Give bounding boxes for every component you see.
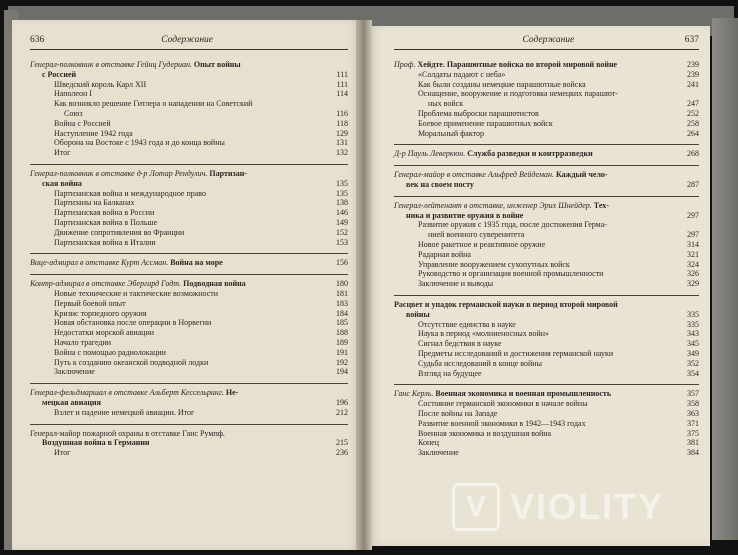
toc-page-number: 326 xyxy=(687,269,699,279)
toc-subentry xyxy=(394,369,699,379)
toc-entry-title: Новое ракетное и реактивное оружие xyxy=(418,239,546,249)
toc-section-divider xyxy=(394,295,699,296)
toc-page-number: 381 xyxy=(687,438,699,448)
toc-page-number: 335 xyxy=(687,319,699,329)
toc-section-divider xyxy=(30,424,348,425)
toc-entry-title: Начало трагедии xyxy=(54,337,112,347)
violity-watermark-text: VIOLITY xyxy=(510,486,665,527)
violity-watermark xyxy=(452,483,664,531)
toc-entry-title: Предметы исследований и достижения германской науки xyxy=(418,348,614,358)
toc-subentry xyxy=(394,89,699,99)
toc-entry-title: Как были созданы немецкие парашютные войска xyxy=(418,79,586,89)
toc-entry-title: Расцвет и упадок германской науки в период второй мировой xyxy=(394,299,618,309)
toc-entry-title: Партизаны на Балканах xyxy=(54,198,135,208)
toc-page-number: 192 xyxy=(336,357,348,367)
toc-subentry xyxy=(394,359,699,369)
toc-entry-title: Новая обстановка после операции в Норвегии xyxy=(54,318,212,328)
toc-chapter-entry xyxy=(30,60,348,70)
toc-subentry xyxy=(394,409,699,419)
toc-entry-title: Оснащение, вооружение и подготовка немецких парашют- xyxy=(418,89,618,99)
toc-page-number: 343 xyxy=(687,329,699,339)
left-toc-column xyxy=(30,60,348,461)
toc-section xyxy=(30,429,348,461)
toc-entry-title: Итог xyxy=(54,448,71,458)
toc-page-number: 239 xyxy=(687,60,699,69)
left-page-header xyxy=(30,33,348,47)
toc-subentry xyxy=(30,148,348,158)
toc-page-number: 146 xyxy=(336,208,348,218)
toc-entry-title: Партизанская война в Италии xyxy=(54,237,156,247)
toc-entry-title: Контр-адмирал в отставке Эбергард Годт. Подводная война xyxy=(30,279,246,289)
toc-subentry xyxy=(30,109,348,119)
toc-section-divider xyxy=(30,274,348,275)
toc-entry-title: войны xyxy=(406,309,430,319)
toc-chapter-entry xyxy=(394,149,699,159)
toc-page-number: 264 xyxy=(687,128,699,138)
toc-page-number: 239 xyxy=(687,69,699,79)
toc-subentry xyxy=(30,358,348,368)
toc-page-number: 135 xyxy=(336,178,348,188)
toc-entry-title: Генерал-майор пожарной охраны в отставке Ганс Румпф. xyxy=(30,428,225,438)
toc-page-number: 180 xyxy=(336,279,348,289)
toc-entry-title: Наука в период «молниеносных войн» xyxy=(418,329,550,339)
toc-entry-title: Недостатки морской авиации xyxy=(54,328,155,338)
toc-page-number: 189 xyxy=(336,337,348,347)
toc-entry-title: Союз xyxy=(64,108,83,118)
toc-subentry xyxy=(394,250,699,260)
toc-entry-title: Управление вооружением сухопутных войск xyxy=(418,259,570,269)
toc-entry-title: После войны на Западе xyxy=(418,408,498,418)
toc-section-divider xyxy=(30,164,348,165)
toc-page-number: 375 xyxy=(687,428,699,438)
toc-section-divider xyxy=(394,144,699,145)
toc-entry-title: Сигнал бедствия в науке xyxy=(418,339,502,349)
toc-page-number: 252 xyxy=(687,108,699,118)
toc-entry-title: Шведский король Карл XII xyxy=(54,79,147,89)
toc-subentry xyxy=(394,438,699,448)
toc-page-number: 188 xyxy=(336,328,348,338)
toc-subentry xyxy=(394,260,699,270)
toc-entry-title: Генерал-фельдмаршал в отставке Альберт Кессельринг. Не- xyxy=(30,388,239,398)
toc-subentry xyxy=(30,348,348,358)
toc-page-number: 152 xyxy=(336,227,348,237)
toc-chapter-entry xyxy=(394,60,699,70)
toc-page-number: 324 xyxy=(687,259,699,269)
toc-page-number: 116 xyxy=(336,108,348,118)
toc-entry-title: Кризис торпедного оружия xyxy=(54,308,147,318)
toc-page-number: 135 xyxy=(336,188,348,198)
toc-section-divider xyxy=(394,196,699,197)
toc-chapter-entry xyxy=(30,398,348,408)
toc-subentry xyxy=(394,109,699,119)
toc-subentry xyxy=(30,89,348,99)
toc-subentry xyxy=(394,329,699,339)
toc-entry-title: Д-р Пауль Леверкюн. Служба разведки и контрразведки xyxy=(394,149,593,159)
toc-entry-title: Моральный фактор xyxy=(418,128,485,138)
right-toc-column xyxy=(394,60,699,461)
toc-subentry xyxy=(394,349,699,359)
toc-subentry xyxy=(394,99,699,109)
toc-page-number: 129 xyxy=(336,128,348,138)
toc-chapter-entry xyxy=(30,258,348,268)
toc-entry-title: Проф. Хейдте. Парашютные войска во второй мировой войне xyxy=(394,60,618,69)
toc-section-divider xyxy=(30,383,348,384)
toc-section xyxy=(30,169,348,250)
toc-subentry xyxy=(30,80,348,90)
toc-section xyxy=(394,170,699,193)
toc-section xyxy=(394,389,699,461)
toc-entry-title: Взлет и падение немецкой авиации. Итог xyxy=(54,407,195,417)
toc-chapter-entry xyxy=(30,169,348,179)
toc-entry-title: Заключение и выводы xyxy=(418,279,494,289)
toc-entry-title: Взгляд на будущее xyxy=(418,368,482,378)
toc-section xyxy=(394,149,699,162)
toc-page-number: 384 xyxy=(687,448,699,458)
toc-page-number: 153 xyxy=(336,237,348,247)
toc-page-number: 268 xyxy=(687,149,699,159)
toc-chapter-entry xyxy=(394,310,699,320)
toc-entry-title: Итог xyxy=(54,148,71,158)
toc-subentry xyxy=(30,119,348,129)
toc-subentry xyxy=(30,198,348,208)
toc-page-number: 352 xyxy=(687,358,699,368)
toc-subentry xyxy=(394,279,699,289)
toc-subentry xyxy=(30,318,348,328)
toc-section xyxy=(30,388,348,420)
toc-entry-title: Судьба исследований в конце войны xyxy=(418,358,542,368)
toc-page-number: 354 xyxy=(687,368,699,378)
toc-page-number: 196 xyxy=(336,397,348,407)
toc-page-number: 363 xyxy=(687,408,699,418)
left-header-rule xyxy=(30,49,348,50)
toc-entry-title: ская война xyxy=(42,178,82,188)
toc-chapter-entry xyxy=(394,389,699,399)
toc-page-number: 194 xyxy=(336,367,348,377)
toc-subentry xyxy=(394,269,699,279)
toc-page-number: 236 xyxy=(336,448,348,458)
toc-page-number: 258 xyxy=(687,118,699,128)
toc-entry-title: Воздушная война в Германии xyxy=(42,438,150,448)
toc-entry-title: Первый боевой опыт xyxy=(54,298,126,308)
book-gutter xyxy=(356,20,372,550)
toc-subentry xyxy=(30,138,348,148)
toc-page-number: 357 xyxy=(687,389,699,399)
toc-entry-title: Наполеон I xyxy=(54,89,92,99)
toc-subentry xyxy=(30,228,348,238)
toc-page-number: 118 xyxy=(336,118,348,128)
toc-section xyxy=(30,258,348,271)
toc-page-number: 247 xyxy=(687,99,699,109)
toc-page-number: 321 xyxy=(687,249,699,259)
toc-entry-title: ных войск xyxy=(428,99,464,109)
toc-entry-title: Развитие военной экономики в 1942—1943 годах xyxy=(418,418,586,428)
toc-entry-title: с Россией xyxy=(42,69,77,79)
toc-entry-title: Война с помощью радиолокации xyxy=(54,347,166,357)
toc-chapter-entry xyxy=(30,438,348,448)
toc-entry-title: Партизанская война в Польше xyxy=(54,217,158,227)
toc-subentry xyxy=(30,99,348,109)
toc-entry-title: Заключение xyxy=(54,367,95,377)
toc-subentry xyxy=(394,419,699,429)
toc-section xyxy=(394,60,699,141)
toc-subentry xyxy=(394,119,699,129)
toc-subentry xyxy=(394,70,699,80)
toc-entry-title: Наступление 1942 года xyxy=(54,128,133,138)
right-header-title: Содержание xyxy=(522,35,575,45)
toc-page-number: 185 xyxy=(336,318,348,328)
toc-subentry xyxy=(394,129,699,139)
toc-subentry xyxy=(30,328,348,338)
toc-entry-title: Генерал-майор в отставке Альфред Вейдеман. Каждый чело- xyxy=(394,170,608,180)
toc-page-number: 287 xyxy=(687,179,699,189)
toc-page-number: 371 xyxy=(687,418,699,428)
toc-entry-title: Развитие оружия с 1935 года, после достижения Герма- xyxy=(418,220,607,230)
right-page-header xyxy=(394,33,699,47)
toc-entry-title: нией военного суверенитета xyxy=(428,230,525,240)
toc-subentry xyxy=(30,299,348,309)
toc-entry-title: Генерал-полковник в отставке Гейнц Гудериан. Опыт войны xyxy=(30,60,241,69)
toc-subentry xyxy=(30,338,348,348)
toc-entry-title: Проблема выброски парашютистов xyxy=(418,108,539,118)
toc-entry-title: Ганс Керль. Военная экономика и военная промышленность xyxy=(394,389,612,399)
toc-section-divider xyxy=(394,165,699,166)
toc-subentry xyxy=(30,189,348,199)
toc-page-number: 149 xyxy=(336,217,348,227)
toc-page-number: 358 xyxy=(687,399,699,409)
toc-subentry xyxy=(394,320,699,330)
toc-subentry xyxy=(30,408,348,418)
toc-subentry xyxy=(394,220,699,230)
toc-subentry xyxy=(30,218,348,228)
toc-entry-title: Генерал-лейтенант в отставке, инженер Эрих Шнейдер. Тех- xyxy=(394,200,609,210)
toc-chapter-entry xyxy=(394,201,699,211)
toc-page-number: 184 xyxy=(336,308,348,318)
toc-page-number: 191 xyxy=(336,347,348,357)
toc-page-number: 297 xyxy=(687,210,699,220)
toc-chapter-entry xyxy=(30,179,348,189)
toc-chapter-entry xyxy=(30,70,348,80)
toc-entry-title: Заключение xyxy=(418,448,459,458)
toc-subentry xyxy=(30,289,348,299)
toc-page-number: 111 xyxy=(336,79,348,89)
toc-chapter-entry xyxy=(30,388,348,398)
toc-page-number: 349 xyxy=(687,348,699,358)
toc-section xyxy=(30,60,348,161)
toc-subentry xyxy=(30,129,348,139)
toc-page-number: 114 xyxy=(336,89,348,99)
toc-page-number: 138 xyxy=(336,198,348,208)
toc-entry-title: Оборона на Востоке с 1943 года и до конца войны xyxy=(54,138,225,148)
toc-entry-title: «Солдаты падают с неба» xyxy=(418,69,506,79)
toc-subentry xyxy=(394,339,699,349)
right-header-rule xyxy=(394,49,699,50)
toc-entry-title: Как возникло решение Гитлера о нападении на Советский xyxy=(54,99,253,109)
toc-page-number: 212 xyxy=(336,407,348,417)
toc-page-number: 297 xyxy=(687,230,699,240)
toc-entry-title: Радарная война xyxy=(418,249,471,259)
left-page-number: 636 xyxy=(30,35,45,45)
toc-page-number: 181 xyxy=(336,288,348,298)
toc-subentry xyxy=(394,448,699,458)
toc-section-divider xyxy=(394,384,699,385)
toc-entry-title: Состояние германской экономики в начале войны xyxy=(418,399,588,409)
toc-chapter-entry xyxy=(394,170,699,180)
toc-page-number: 215 xyxy=(336,438,348,448)
toc-entry-title: Руководство и организация военной промышленности xyxy=(418,269,604,279)
toc-section-divider xyxy=(30,253,348,254)
toc-subentry xyxy=(30,238,348,248)
toc-section xyxy=(30,279,348,380)
toc-page-number: 329 xyxy=(687,279,699,289)
toc-entry-title: Партизанская война в России xyxy=(54,208,155,218)
toc-subentry xyxy=(30,208,348,218)
toc-subentry xyxy=(30,309,348,319)
toc-chapter-entry xyxy=(394,180,699,190)
toc-entry-title: Боевое применение парашютных войск xyxy=(418,118,553,128)
toc-entry-title: век на своем посту xyxy=(406,179,474,189)
toc-page-number: 345 xyxy=(687,339,699,349)
toc-subentry xyxy=(394,429,699,439)
toc-page-number: 241 xyxy=(687,79,699,89)
toc-subentry xyxy=(30,448,348,458)
toc-entry-title: Отсутствие единства в науке xyxy=(418,319,516,329)
toc-page-number: 131 xyxy=(336,138,348,148)
toc-page-number: 335 xyxy=(687,309,699,319)
toc-chapter-entry xyxy=(394,211,699,221)
toc-entry-title: Движение сопротивления во Франции xyxy=(54,227,185,237)
book-cover-right-edge xyxy=(712,18,738,540)
left-header-title: Содержание xyxy=(161,35,214,45)
toc-entry-title: Война с Россией xyxy=(54,118,111,128)
toc-entry-title: Партизанская война и международное право xyxy=(54,188,207,198)
toc-subentry xyxy=(394,240,699,250)
right-page-number: 637 xyxy=(684,35,699,45)
toc-chapter-entry xyxy=(30,429,348,439)
toc-subentry xyxy=(394,399,699,409)
toc-page-number: 156 xyxy=(336,258,348,268)
toc-entry-title: Новые технические и тактические возможности xyxy=(54,288,219,298)
toc-entry-title: Конец xyxy=(418,438,440,448)
toc-page-number: 111 xyxy=(336,69,348,79)
toc-entry-title: Вице-адмирал в отставке Курт Ассман. Война на море xyxy=(30,258,223,268)
toc-subentry xyxy=(394,80,699,90)
toc-subentry xyxy=(30,367,348,377)
toc-entry-title: Путь к созданию океанской подводной лодки xyxy=(54,357,209,367)
toc-entry-title: мецкая авиация xyxy=(42,397,101,407)
toc-entry-title: Генерал-полковник в отставке д-р Лотар Рендулич. Партизан- xyxy=(30,168,247,178)
toc-subentry xyxy=(394,230,699,240)
toc-entry-title: Военная экономика и воздушная война xyxy=(418,428,552,438)
toc-chapter-entry xyxy=(30,279,348,289)
toc-page-number: 314 xyxy=(687,239,699,249)
toc-page-number: 183 xyxy=(336,298,348,308)
toc-section xyxy=(394,300,699,381)
toc-entry-title: ника и развитие оружия в войне xyxy=(406,210,524,220)
toc-page-number: 132 xyxy=(336,148,348,158)
toc-section xyxy=(394,201,699,292)
toc-chapter-entry xyxy=(394,300,699,310)
violity-logo-icon: V xyxy=(452,483,500,531)
